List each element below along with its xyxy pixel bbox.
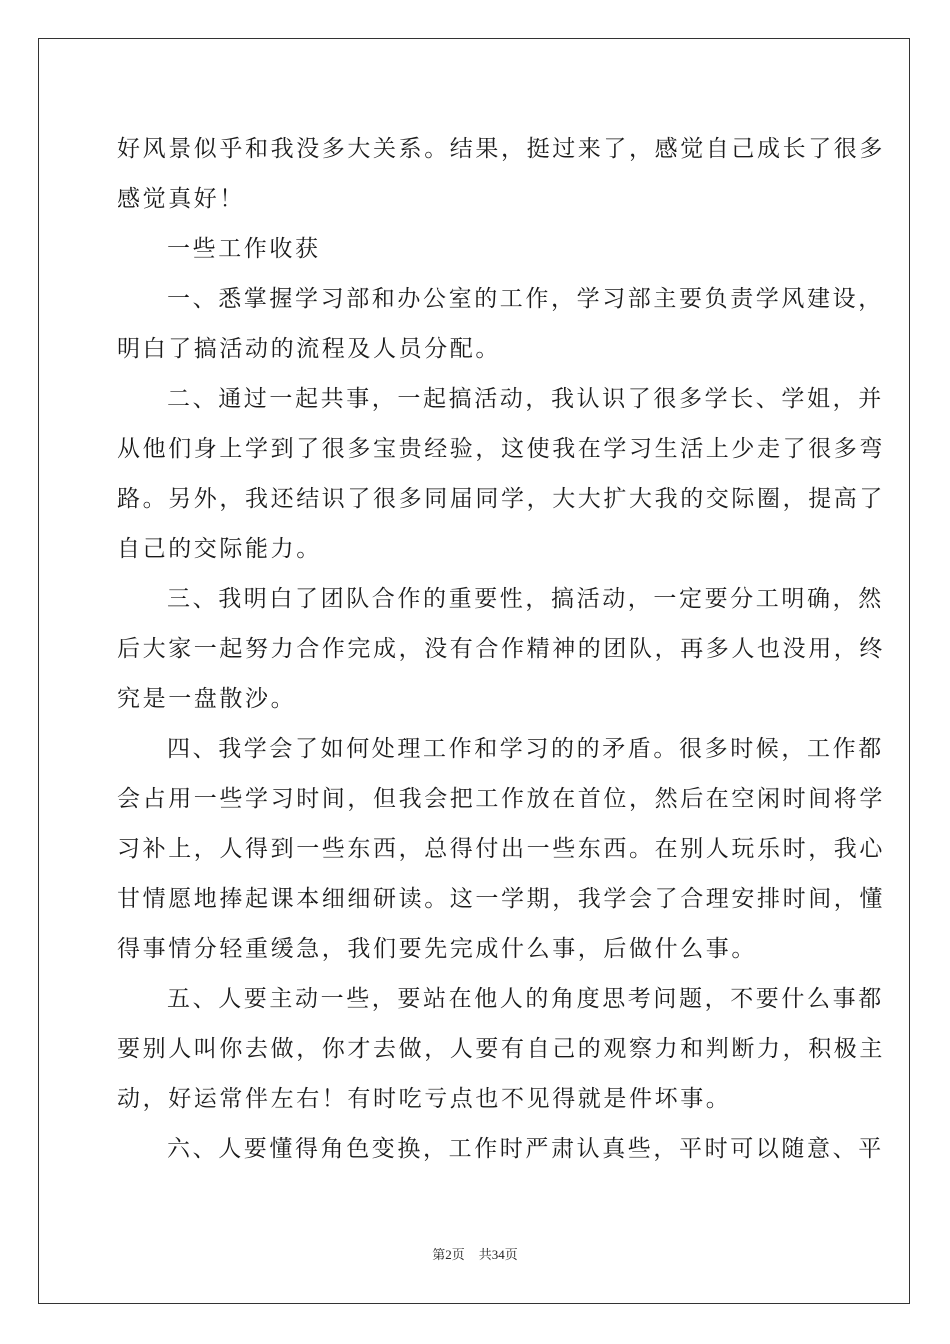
text-line: 甘情愿地捧起课本细细研读。这一学期，我学会了合理安排时间，懂 <box>117 886 885 912</box>
paragraph-start: 四、我学会了如何处理工作和学习的的矛盾。很多时候，工作都 <box>167 736 884 762</box>
text-line: 后大家一起努力合作完成，没有合作精神的团队，再多人也没用，终 <box>117 636 885 662</box>
page-footer <box>0 1244 950 1263</box>
text-line: 自己的交际能力。 <box>117 536 322 562</box>
text-line: 得事情分轻重缓急，我们要先完成什么事，后做什么事。 <box>117 936 757 962</box>
text-line: 从他们身上学到了很多宝贵经验，这使我在学习生活上少走了很多弯 <box>117 436 885 462</box>
text-line: 路。另外，我还结识了很多同届同学，大大扩大我的交际圈，提高了 <box>117 486 885 512</box>
paragraph-start: 五、人要主动一些，要站在他人的角度思考问题，不要什么事都 <box>167 986 884 1012</box>
page-total: 共34页 <box>478 1247 518 1262</box>
text-line: 感觉真好！ <box>117 186 245 212</box>
text-line: 要别人叫你去做，你才去做，人要有自己的观察力和判断力，积极主 <box>117 1036 885 1062</box>
text-line: 习补上，人得到一些东西，总得付出一些东西。在别人玩乐时，我心 <box>117 836 885 862</box>
page-number: 第2页 <box>432 1247 465 1262</box>
text-line: 动，好运常伴左右！有时吃亏点也不见得就是件坏事。 <box>117 1086 732 1112</box>
paragraph-start: 二、通过一起共事，一起搞活动，我认识了很多学长、学姐，并 <box>167 386 884 412</box>
text-line: 好风景似乎和我没多大关系。结果，挺过来了，感觉自己成长了很多 <box>117 136 885 162</box>
paragraph-start: 六、人要懂得角色变换，工作时严肃认真些，平时可以随意、平 <box>167 1136 884 1162</box>
paragraph-start: 一、悉掌握学习部和办公室的工作，学习部主要负责学风建设， <box>167 286 884 312</box>
document-body <box>117 124 885 1174</box>
text-line: 究是一盘散沙。 <box>117 686 297 712</box>
text-line: 会占用一些学习时间，但我会把工作放在首位，然后在空闲时间将学 <box>117 786 885 812</box>
section-heading: 一些工作收获 <box>167 236 321 262</box>
text-line: 明白了搞活动的流程及人员分配。 <box>117 336 501 362</box>
paragraph-start: 三、我明白了团队合作的重要性，搞活动，一定要分工明确，然 <box>167 586 884 612</box>
